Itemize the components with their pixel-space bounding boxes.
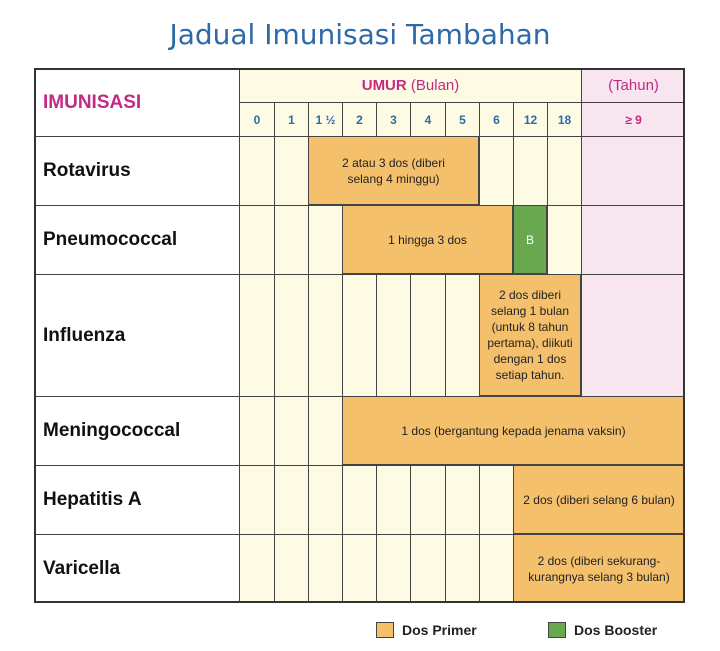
row-label-text: Influenza	[43, 324, 126, 346]
imunisasi-header-label: IMUNISASI	[43, 91, 142, 113]
age-label: 18	[557, 112, 572, 127]
row-label-text: Hepatitis A	[43, 489, 142, 510]
age-1-half	[308, 102, 342, 136]
row-label-text: Pneumococcal	[43, 229, 178, 250]
age-12	[513, 102, 547, 136]
page-title: Jadual Imunisasi Tambahan	[169, 18, 551, 51]
schedule-text: 1 hingga 3 dos	[388, 232, 467, 247]
legend-primer	[376, 622, 477, 638]
age-tahun-9	[581, 102, 685, 136]
schedule-table	[34, 68, 685, 603]
age-label: 0	[253, 112, 261, 127]
age-label: 2	[356, 112, 363, 127]
umur-header-label: UMUR	[361, 77, 407, 94]
tahun-header	[581, 68, 685, 102]
age-label: 1	[288, 112, 295, 127]
age-label: ≥ 9	[625, 112, 642, 127]
booster-swatch	[548, 622, 566, 638]
grid-cell	[581, 274, 685, 396]
grid-cell	[308, 465, 342, 534]
booster-badge-pneumococcal	[513, 205, 547, 274]
grid-cell	[274, 136, 308, 205]
grid-cell	[274, 534, 308, 603]
schedule-band-varicella	[513, 534, 685, 603]
grid-cell	[581, 205, 685, 274]
schedule-text: 2 dos (diberi sekurang-kurangnya selang 3 bulan)	[528, 553, 670, 584]
row-label-rotavirus	[34, 136, 239, 205]
row-label-hepatitis-a	[34, 465, 239, 534]
schedule-band-influenza	[479, 274, 581, 396]
legend-booster-label: Dos Booster	[574, 622, 658, 638]
schedule-text: 1 dos (bergantung kepada jenama vaksin)	[401, 423, 626, 438]
row-label-text: Rotavirus	[43, 160, 131, 181]
grid-cell	[342, 534, 376, 603]
tahun-header-label: (Tahun)	[608, 77, 659, 94]
schedule-band-meningococcal	[342, 396, 685, 465]
grid-cell	[547, 136, 581, 205]
grid-cell	[376, 534, 410, 603]
age-label: 1 ½	[315, 112, 336, 127]
schedule-text: 2 dos (diberi selang 6 bulan)	[523, 492, 675, 507]
schedule-text: 2 atau 3 dos (diberi selang 4 minggu)	[342, 155, 445, 186]
age-label: 4	[424, 112, 432, 127]
grid-cell	[342, 465, 376, 534]
grid-cell	[308, 396, 342, 465]
grid-cell	[479, 465, 513, 534]
schedule-band-hepatitis-a	[513, 465, 685, 534]
grid-cell	[376, 274, 410, 396]
grid-cell	[376, 465, 410, 534]
age-2	[342, 102, 376, 136]
grid-cell	[547, 205, 581, 274]
age-0	[239, 102, 274, 136]
umur-header-unit: (Bulan)	[410, 77, 460, 94]
grid-cell	[308, 205, 342, 274]
age-label: 6	[493, 112, 500, 127]
grid-cell	[308, 274, 342, 396]
age-label: 12	[523, 112, 538, 127]
grid-cell	[274, 274, 308, 396]
schedule-band-pneumococcal	[342, 205, 513, 274]
umur-header	[239, 68, 581, 102]
grid-cell	[308, 534, 342, 603]
age-1	[274, 102, 308, 136]
grid-cell	[410, 465, 445, 534]
imunisasi-header	[34, 68, 239, 136]
age-5	[445, 102, 479, 136]
grid-cell	[239, 205, 274, 274]
age-18	[547, 102, 581, 136]
schedule-band-rotavirus	[308, 136, 479, 205]
grid-cell	[274, 465, 308, 534]
age-label: 3	[390, 112, 397, 127]
grid-cell	[581, 136, 685, 205]
grid-cell	[479, 136, 513, 205]
schedule-text: 2 dos diberi selang 1 bulan (untuk 8 tahun pertama), diikuti dengan 1 dos setiap tahun.	[487, 288, 573, 382]
row-label-text: Varicella	[43, 558, 121, 579]
grid-cell	[239, 465, 274, 534]
grid-cell	[410, 274, 445, 396]
row-label-text: Meningococcal	[43, 420, 181, 441]
legend-booster	[548, 622, 657, 638]
row-label-varicella	[34, 534, 239, 603]
grid-cell	[479, 534, 513, 603]
age-label: 5	[459, 112, 466, 127]
grid-cell	[445, 274, 479, 396]
grid-cell	[445, 534, 479, 603]
legend-primer-label: Dos Primer	[402, 622, 477, 638]
grid-cell	[239, 396, 274, 465]
grid-cell	[239, 136, 274, 205]
age-6	[479, 102, 513, 136]
grid-cell	[274, 396, 308, 465]
grid-cell	[239, 534, 274, 603]
grid-cell	[445, 465, 479, 534]
grid-cell	[239, 274, 274, 396]
grid-cell	[410, 534, 445, 603]
row-label-pneumococcal	[34, 205, 239, 274]
grid-cell	[342, 274, 376, 396]
grid-cell	[513, 136, 547, 205]
age-4	[410, 102, 445, 136]
primer-swatch	[376, 622, 394, 638]
row-label-influenza	[34, 274, 239, 396]
booster-text: B	[525, 232, 534, 247]
age-3	[376, 102, 410, 136]
row-label-meningococcal	[34, 396, 239, 465]
grid-cell	[274, 205, 308, 274]
